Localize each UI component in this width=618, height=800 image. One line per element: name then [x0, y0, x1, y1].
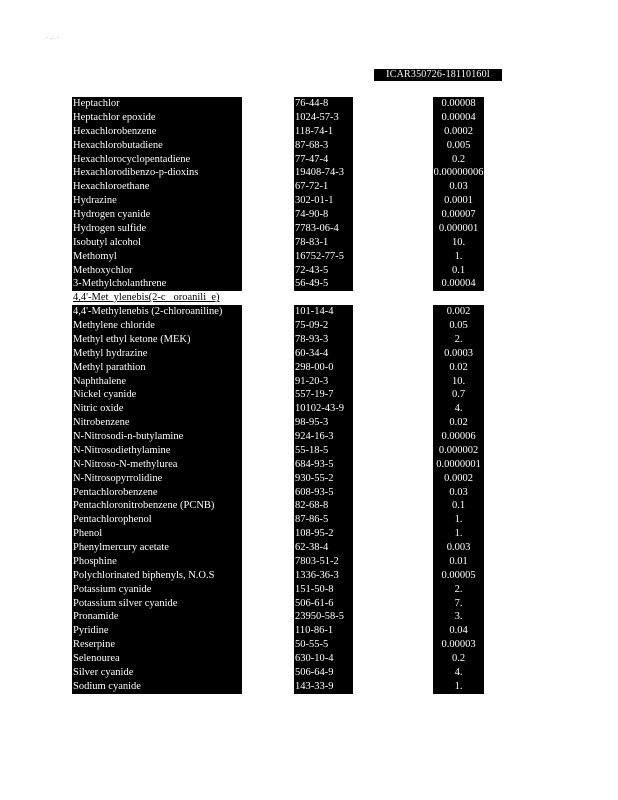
chemical-name: Hexachlorodibenzo-p-dioxins [72, 166, 242, 180]
chemical-name: Hexachlorobutadiene [72, 139, 242, 153]
table-row [0, 569, 618, 583]
limit-value: 2. [433, 583, 484, 597]
table-row [0, 361, 618, 375]
cas-number: 924-16-3 [294, 430, 353, 444]
table-row [0, 402, 618, 416]
table-row [0, 194, 618, 208]
table-row [0, 652, 618, 666]
chemical-name: N-Nitrosopyrrolidine [72, 472, 242, 486]
cas-number: 557-19-7 [294, 388, 353, 402]
chemical-name: Reserpine [72, 638, 242, 652]
limit-value: 0.00004 [433, 277, 484, 291]
cas-number: 608-93-5 [294, 486, 353, 500]
limit-value: 0.003 [433, 541, 484, 555]
chemical-name: Heptachlor epoxide [72, 111, 242, 125]
chemical-name: Methoxychlor [72, 264, 242, 278]
chemical-name: Nickel cyanide [72, 388, 242, 402]
cas-number: 143-33-9 [294, 680, 353, 694]
chemical-name: Pentachlorobenzene [72, 486, 242, 500]
chemical-name: Methyl hydrazine [72, 347, 242, 361]
table-row [0, 139, 618, 153]
cas-number: 98-95-3 [294, 416, 353, 430]
table-row [0, 305, 618, 319]
cas-number: 62-38-4 [294, 541, 353, 555]
limit-value: 0.03 [433, 486, 484, 500]
chemical-name: Pentachloronitrobenzene (PCNB) [72, 499, 242, 513]
limit-value: 0.02 [433, 416, 484, 430]
cas-number: 87-68-3 [294, 139, 353, 153]
limit-value: 0.000002 [433, 444, 484, 458]
limit-value: 1. [433, 680, 484, 694]
cas-number: 10102-43-9 [294, 402, 353, 416]
chemical-name: Silver cyanide [72, 666, 242, 680]
limit-value: 0.000001 [433, 222, 484, 236]
cas-number: 77-47-4 [294, 153, 353, 167]
cas-number: 108-95-2 [294, 527, 353, 541]
cas-number: 55-18-5 [294, 444, 353, 458]
table-row [0, 597, 618, 611]
table-row [0, 208, 618, 222]
cas-number: 82-68-8 [294, 499, 353, 513]
table-row [0, 277, 618, 291]
table-row [0, 430, 618, 444]
cas-number: 67-72-1 [294, 180, 353, 194]
limit-value: 1. [433, 513, 484, 527]
limit-value: 1. [433, 527, 484, 541]
table-row [0, 166, 618, 180]
limit-value: 4. [433, 402, 484, 416]
table-row [0, 264, 618, 278]
table-row [0, 125, 618, 139]
table-row [0, 97, 618, 111]
scan-artifact: - ,.. - [46, 33, 60, 41]
cas-number: 1336-36-3 [294, 569, 353, 583]
chemical-name: Methyl ethyl ketone (MEK) [72, 333, 242, 347]
table-row [0, 624, 618, 638]
cas-number: 118-74-1 [294, 125, 353, 139]
table-row [0, 180, 618, 194]
cas-number: 630-10-4 [294, 652, 353, 666]
limit-value: 3. [433, 610, 484, 624]
table-row [0, 583, 618, 597]
table-row [0, 541, 618, 555]
limit-value: 0.002 [433, 305, 484, 319]
limit-value: 0.00004 [433, 111, 484, 125]
cas-number: 506-61-6 [294, 597, 353, 611]
chemical-name: Sodium cyanide [72, 680, 242, 694]
chemical-name: Polychlorinated biphenyls, N.O.S [72, 569, 242, 583]
cas-number: 302-01-1 [294, 194, 353, 208]
table-row [0, 333, 618, 347]
table-row [0, 291, 618, 305]
cas-number: 72-43-5 [294, 264, 353, 278]
table-row [0, 499, 618, 513]
limit-value: 0.00003 [433, 638, 484, 652]
limit-value: 10. [433, 375, 484, 389]
table-row [0, 680, 618, 694]
chemical-name: N-Nitrosodiethylamine [72, 444, 242, 458]
limit-value: 0.00007 [433, 208, 484, 222]
chemical-name: Pentachlorophenol [72, 513, 242, 527]
cas-number: 7803-51-2 [294, 555, 353, 569]
limit-value: 0.0002 [433, 472, 484, 486]
table-row [0, 347, 618, 361]
cas-number: 298-00-0 [294, 361, 353, 375]
cas-number: 78-83-1 [294, 236, 353, 250]
table-row [0, 666, 618, 680]
chemical-name: Potassium cyanide [72, 583, 242, 597]
limit-value: 0.0002 [433, 125, 484, 139]
limit-value: 0.03 [433, 180, 484, 194]
chemical-name: Pronamide [72, 610, 242, 624]
table-row [0, 513, 618, 527]
chemical-name: Methyl parathion [72, 361, 242, 375]
cas-number: 19408-74-3 [294, 166, 353, 180]
limit-value: 10. [433, 236, 484, 250]
limit-value: 1. [433, 250, 484, 264]
limit-value: 0.0000001 [433, 458, 484, 472]
limit-value: 0.2 [433, 153, 484, 167]
limit-value: 0.00008 [433, 97, 484, 111]
limit-value: 4. [433, 666, 484, 680]
limit-value: 0.04 [433, 624, 484, 638]
cas-number: 75-09-2 [294, 319, 353, 333]
limit-value: 0.005 [433, 139, 484, 153]
limit-value: 0.00005 [433, 569, 484, 583]
chemical-name: Phenol [72, 527, 242, 541]
document-id: ICAR350726-18110160l [374, 69, 502, 81]
table-row [0, 319, 618, 333]
limit-value: 0.00000006 [433, 167, 484, 179]
limit-value: 0.2 [433, 652, 484, 666]
limit-value: 0.7 [433, 388, 484, 402]
cas-number: 151-50-8 [294, 583, 353, 597]
chemical-name: Nitric oxide [72, 402, 242, 416]
chemical-name: Heptachlor [72, 97, 242, 111]
limit-value: 0.02 [433, 361, 484, 375]
cas-number: 110-86-1 [294, 624, 353, 638]
cas-number: 87-86-5 [294, 513, 353, 527]
chemical-name: Methomyl [72, 250, 242, 264]
chemical-name: Hydrogen sulfide [72, 222, 242, 236]
table-row [0, 486, 618, 500]
table-row [0, 236, 618, 250]
limit-value: 0.01 [433, 555, 484, 569]
limit-value: 0.1 [433, 499, 484, 513]
chemical-name: Hexachloroethane [72, 180, 242, 194]
table-row [0, 153, 618, 167]
table-row [0, 444, 618, 458]
chemical-name: Methylene chloride [72, 319, 242, 333]
cas-number: 60-34-4 [294, 347, 353, 361]
table-row [0, 111, 618, 125]
chemical-name: Hydrazine [72, 194, 242, 208]
limit-value: 0.0003 [433, 347, 484, 361]
table-row [0, 222, 618, 236]
table-row [0, 472, 618, 486]
table-row [0, 638, 618, 652]
cas-number: 7783-06-4 [294, 222, 353, 236]
cas-number: 101-14-4 [294, 305, 353, 319]
cas-number: 76-44-8 [294, 97, 353, 111]
chemical-name: Nitrobenzene [72, 416, 242, 430]
chemical-name: Isobutyl alcohol [72, 236, 242, 250]
cas-number: 78-93-3 [294, 333, 353, 347]
chemical-name: Hexachlorocyclopentadiene [72, 153, 242, 167]
chemical-name: 4,4'-Methylenebis (2-chloroaniline) [72, 305, 242, 319]
table-row [0, 388, 618, 402]
limit-value: 7. [433, 597, 484, 611]
chemical-name: 3-Methylcholanthrene [72, 277, 242, 291]
table-row [0, 555, 618, 569]
cas-number: 1024-57-3 [294, 111, 353, 125]
limit-value: 2. [433, 333, 484, 347]
cas-number: 16752-77-5 [294, 250, 353, 264]
chemical-name: Hexachlorobenzene [72, 125, 242, 139]
table-row [0, 610, 618, 624]
chemical-table [0, 97, 618, 694]
table-row [0, 375, 618, 389]
chemical-name: Phosphine [72, 555, 242, 569]
cas-number: 506-64-9 [294, 666, 353, 680]
cas-number: 74-90-8 [294, 208, 353, 222]
cas-number: 684-93-5 [294, 458, 353, 472]
limit-value: 0.05 [433, 319, 484, 333]
chemical-name: Phenylmercury acetate [72, 541, 242, 555]
chemical-name: N-Nitrosodi-n-butylamine [72, 430, 242, 444]
limit-value: 0.00006 [433, 430, 484, 444]
chemical-name: Pyridine [72, 624, 242, 638]
table-row [0, 527, 618, 541]
table-row [0, 250, 618, 264]
cas-number: 56-49-5 [294, 277, 353, 291]
cas-number: 50-55-5 [294, 638, 353, 652]
cas-number: 91-20-3 [294, 375, 353, 389]
chemical-name: Naphthalene [72, 375, 242, 389]
chemical-name: Hydrogen cyanide [72, 208, 242, 222]
limit-value: 0.0001 [433, 194, 484, 208]
limit-value: 0.1 [433, 264, 484, 278]
chemical-name: 4,4'-Met_ylenebis(2-c_ oroanili_e) [72, 291, 242, 305]
cas-number: 23950-58-5 [294, 610, 353, 624]
cas-number: 930-55-2 [294, 472, 353, 486]
table-row [0, 458, 618, 472]
chemical-name: N-Nitroso-N-methylurea [72, 458, 242, 472]
table-row [0, 416, 618, 430]
chemical-name: Selenourea [72, 652, 242, 666]
chemical-name: Potassium silver cyanide [72, 597, 242, 611]
